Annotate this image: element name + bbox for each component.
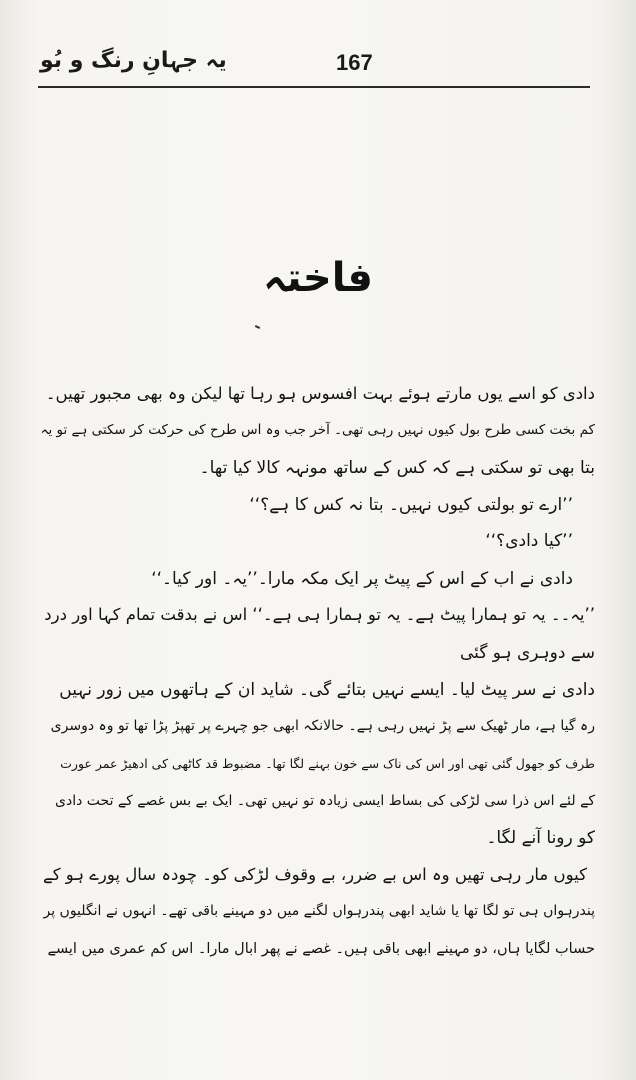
text-line: ’’کیا دادی؟‘‘ xyxy=(485,531,573,551)
text-line: دادی کو اسے یوں مارتے ہوئے بہت افسوس ہو رہا تھا لیکن وہ بھی مجبور تھیں۔ xyxy=(45,384,595,403)
text-line: دادی نے سر پیٹ لیا۔ ایسے نہیں بتائے گی۔ شاید ان کے ہاتھوں میں زور نہیں xyxy=(59,680,595,700)
text-line: پندرہواں ہی تو لگا تھا یا شاید ابھی پندرہواں لگنے میں دو مہینے باقی تھے۔ انہوں نے انگلیوں پر xyxy=(43,903,595,919)
text-line: کم بخت کسی طرح بول کیوں نہیں رہی تھی۔ آخر جب وہ اس طرح کی حرکت کر سکتی ہے تو یہ xyxy=(40,422,595,438)
text-line: بتا بھی تو سکتی ہے کہ کس کے ساتھ مونہہ کالا کیا تھا۔ xyxy=(199,458,595,478)
text-line: رہ گیا ہے، مار ٹھیک سے پڑ نہیں رہی ہے۔ حالانکہ ابھی جو چہرے پر تھپڑ پڑا تھا تو وہ دوسری xyxy=(50,718,595,734)
chapter-title: فاختہ xyxy=(263,255,373,301)
text-line: حساب لگایا ہاں، دو مہینے ابھی باقی ہیں۔ غصے نے پھر ابال مارا۔ اس کم عمری میں ایسے xyxy=(47,941,595,957)
page-header xyxy=(38,42,590,88)
text-line: ’’ارے تو بولتی کیوں نہیں۔ بتا نہ کس کا ہے؟‘‘ xyxy=(249,495,573,515)
text-line: سے دوہری ہو گئی xyxy=(460,643,595,663)
text-line: کیوں مار رہی تھیں وہ اس بے ضرر، بے وقوف لڑکی کو۔ چودہ سال پورے ہو کے xyxy=(43,865,587,884)
book-title: یہ جہانِ رنگ و بُو xyxy=(40,48,227,73)
page-number: 167 xyxy=(336,50,373,75)
text-line: کے لئے اس ذرا سی لڑکی کی بساط ایسی زیادہ تو نہیں تھی۔ ایک بے بس غصے کے تحت دادی xyxy=(55,793,595,809)
text-line: کو رونا آنے لگا۔ xyxy=(486,828,595,848)
text-line: ’’یہ۔۔ یہ تو ہمارا پیٹ ہے۔ یہ تو ہمارا ہی ہے۔‘‘ اس نے بدقت تمام کہا اور درد xyxy=(44,605,595,624)
text-line: دادی نے اب کے اس کے پیٹ پر ایک مکہ مارا۔’’یہ۔ اور کیا۔‘‘ xyxy=(151,569,573,589)
ink-mark xyxy=(255,325,260,329)
text-line: طرف کو جھول گئی تھی اور اس کی ناک سے خون بہنے لگا تھا۔ مضبوط قد کاٹھی کی ادھیڑ عمر عورت xyxy=(60,756,595,771)
